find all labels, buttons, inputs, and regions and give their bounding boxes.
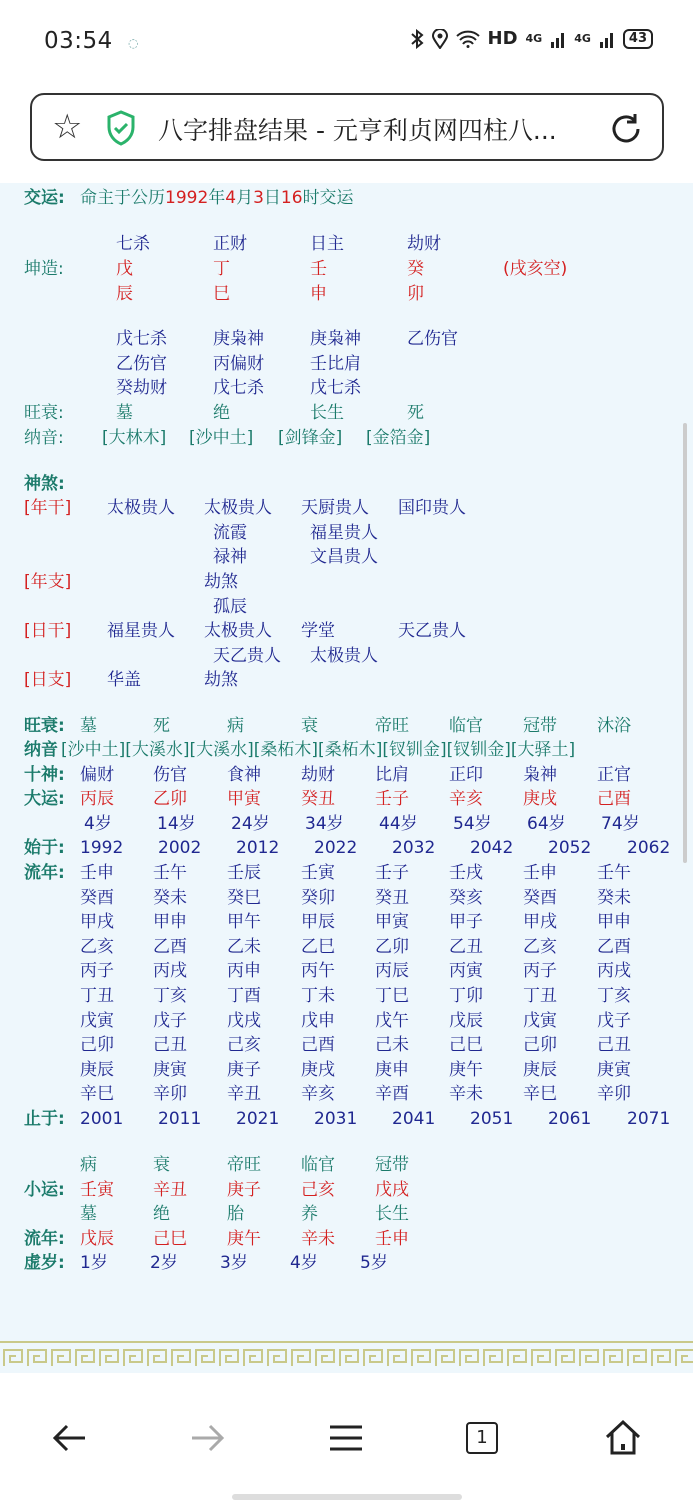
liunian-pillar: 丁酉: [227, 986, 261, 1006]
pillar-god: 日主: [310, 234, 344, 254]
dayun-ws: 沐浴: [597, 716, 631, 736]
dayun-age: 54岁: [453, 814, 492, 834]
liunian-pillar: 甲辰: [301, 912, 335, 933]
dayun-shishen: 伤官: [153, 765, 187, 785]
shensha-label: 神煞:: [24, 474, 65, 494]
dayun-start-year: 2022: [314, 838, 358, 858]
xiaoyun-ws: 长生: [375, 1204, 409, 1224]
dayun-age: 34岁: [305, 814, 344, 834]
dayun-pillar: 癸丑: [301, 789, 335, 809]
liunian-pillar: 壬午: [597, 863, 631, 883]
liunian-pillar: 壬申: [523, 863, 557, 883]
dayun-end-label: 止于:: [24, 1109, 65, 1129]
dayun-age: 74岁: [601, 814, 640, 834]
liunian-pillar: 壬寅: [301, 863, 335, 883]
dayun-end-year: 2021: [236, 1109, 280, 1129]
xusui-value: 5岁: [360, 1253, 388, 1273]
wangshuai-value: 绝: [213, 403, 230, 423]
xiaoyun-pillar: 壬寅: [80, 1180, 114, 1200]
liunian-pillar: 癸未: [597, 887, 631, 908]
dayun-start-year: 1992: [80, 838, 124, 858]
pillar-stem: 戊: [116, 259, 133, 279]
pillar-stem: 癸: [407, 259, 424, 279]
xusui-value: 3岁: [220, 1253, 248, 1273]
shensha-item: 太极贵人: [204, 621, 272, 641]
liunian-pillar: 辛亥: [301, 1084, 335, 1105]
liunian-pillar: 丙戌: [597, 961, 631, 982]
forward-icon[interactable]: [188, 1418, 228, 1458]
status-icons: [410, 28, 653, 49]
liunian-pillar: 甲申: [597, 912, 631, 933]
dayun-shishen: 食神: [227, 765, 261, 785]
wifi-icon: [456, 30, 480, 48]
liunian-pillar: 乙酉: [153, 936, 187, 957]
xiaoyun-pillar: 辛丑: [153, 1180, 187, 1200]
dayun-shishen: 正官: [597, 765, 631, 785]
liunian-pillar: 丁亥: [597, 986, 631, 1006]
liunian-pillar: 戊申: [301, 1010, 335, 1031]
page-title[interactable]: 八字排盘结果 - 元亨利贞网四柱八...: [158, 116, 557, 145]
liunian-pillar: 丁丑: [523, 986, 557, 1006]
gesture-bar[interactable]: [232, 1494, 462, 1500]
jiaoyun-text: 命主于公历1992年4月3日16时交运: [80, 188, 354, 208]
dayun-shishen-label: 十神:: [24, 765, 65, 785]
dayun-start-year: 2052: [548, 838, 592, 858]
xiaoyun-liunian-label: 流年:: [24, 1229, 65, 1249]
liunian-pillar: 壬辰: [227, 863, 261, 883]
xiaoyun-pillar: 庚子: [227, 1180, 261, 1200]
hidden-stem: 庚枭神: [213, 329, 264, 349]
bluetooth-icon: [410, 29, 424, 49]
liunian-pillar: 甲寅: [375, 912, 409, 933]
xiaoyun-liunian: 戊辰: [80, 1229, 114, 1249]
liunian-pillar: 丁未: [301, 986, 335, 1006]
liunian-pillar: 丁丑: [80, 986, 114, 1006]
decorative-border: [0, 1340, 693, 1374]
dayun-pillar: 庚戌: [523, 789, 557, 809]
liunian-pillar: 辛丑: [227, 1084, 261, 1105]
xiaoyun-ws: 衰: [153, 1155, 170, 1175]
liunian-pillar: 丙子: [80, 961, 114, 982]
liunian-pillar: 乙酉: [597, 936, 631, 957]
dayun-pillar: 壬子: [375, 789, 409, 809]
dayun-ws: 衰: [301, 716, 318, 736]
xiaoyun-ws: 临官: [301, 1155, 335, 1175]
dayun-start-label: 始于:: [24, 838, 65, 858]
pillar-branch: 巳: [213, 284, 230, 304]
xiaoyun-pillar: 己亥: [301, 1180, 335, 1200]
liunian-pillar: 辛卯: [153, 1084, 187, 1105]
liunian-pillar: 丙申: [227, 961, 261, 982]
liunian-pillar: 己酉: [301, 1035, 335, 1056]
back-icon[interactable]: [49, 1418, 89, 1458]
nayin-value: [沙中土]: [189, 428, 254, 448]
nayin-value: [大林木]: [102, 428, 167, 448]
dayun-pillar: 丙辰: [80, 789, 114, 809]
liunian-pillar: 庚戌: [301, 1059, 335, 1080]
shensha-row-label: [日干]: [24, 621, 72, 641]
pillar-god: 劫财: [407, 234, 441, 254]
shensha-item: 太极贵人: [310, 646, 378, 666]
liunian-pillar: 甲戌: [523, 912, 557, 933]
shensha-item: 华盖: [107, 670, 141, 690]
nayin-label: 纳音:: [24, 428, 64, 448]
status-time: 03:54: [44, 28, 113, 54]
dayun-ws: 墓: [80, 716, 97, 736]
dayun-end-year: 2001: [80, 1109, 124, 1129]
dayun-pillar: 己酉: [597, 789, 631, 809]
xiaoyun-ws: 墓: [80, 1204, 97, 1224]
liunian-pillar: 癸未: [153, 887, 187, 908]
bookmark-star-icon[interactable]: ☆: [52, 107, 83, 147]
liunian-pillar: 癸丑: [375, 887, 409, 908]
dayun-age: 24岁: [231, 814, 270, 834]
liunian-pillar: 乙卯: [375, 936, 409, 957]
shensha-item: 太极贵人: [107, 498, 175, 518]
liunian-pillar: 甲申: [153, 912, 187, 933]
dayun-start-year: 2002: [158, 838, 202, 858]
liunian-pillar: 己卯: [523, 1035, 557, 1056]
dayun-ws: 冠带: [523, 716, 557, 736]
liunian-pillar: 壬子: [375, 863, 409, 883]
liunian-pillar: 乙亥: [80, 936, 114, 957]
shensha-item: 福星贵人: [107, 621, 175, 641]
hidden-stem: 丙偏财: [213, 354, 264, 374]
dayun-label: 大运:: [24, 789, 65, 809]
signal-2-label: 4G: [574, 32, 591, 45]
dayun-pillar: 甲寅: [227, 789, 261, 809]
home-icon[interactable]: [603, 1418, 643, 1458]
dayun-age: 64岁: [527, 814, 566, 834]
xiaoyun-liunian: 壬申: [375, 1229, 409, 1249]
dayun-start-year: 2012: [236, 838, 280, 858]
shensha-item: 太极贵人: [204, 498, 272, 518]
location-icon: [432, 29, 448, 49]
liunian-pillar: 戊午: [375, 1010, 409, 1031]
liunian-pillar: 甲午: [227, 912, 261, 933]
liunian-pillar: 辛酉: [375, 1084, 409, 1105]
dayun-age: 14岁: [157, 814, 196, 834]
browser-nav-bar: [0, 1384, 693, 1500]
signal-1-label: 4G: [525, 32, 543, 45]
pillar-god: 七杀: [116, 234, 150, 254]
liunian-pillar: 辛巳: [523, 1084, 557, 1105]
jiaoyun-label: 交运:: [24, 188, 65, 208]
dayun-ws: 临官: [449, 716, 483, 736]
liunian-pillar: 丙辰: [375, 961, 409, 982]
liunian-pillar: 辛卯: [597, 1084, 631, 1105]
hidden-stem: 戊七杀: [116, 329, 167, 349]
dayun-ws: 帝旺: [375, 716, 409, 736]
dayun-age: 4岁: [84, 814, 112, 834]
liunian-pillar: 戊寅: [80, 1010, 114, 1031]
xiaoyun-label: 小运:: [24, 1180, 65, 1200]
dayun-end-year: 2071: [627, 1109, 671, 1129]
liunian-pillar: 庚辰: [80, 1059, 114, 1080]
xiaoyun-ws: 冠带: [375, 1155, 409, 1175]
status-notification-icon: ◌: [128, 36, 139, 50]
xusui-value: 4岁: [290, 1253, 318, 1273]
shensha-item: 劫煞: [204, 670, 238, 690]
liunian-pillar: 戊戌: [227, 1010, 261, 1031]
shensha-item: 文昌贵人: [310, 547, 378, 567]
xiaoyun-liunian: 己巳: [153, 1229, 187, 1249]
liunian-pillar: 庚午: [449, 1059, 483, 1080]
page-content: [0, 183, 693, 1373]
hidden-stem: 癸劫财: [116, 378, 167, 398]
dayun-shishen: 偏财: [80, 765, 114, 785]
liunian-pillar: 戊寅: [523, 1010, 557, 1031]
liunian-pillar: 庚寅: [597, 1059, 631, 1080]
shensha-item: 流霞: [213, 523, 247, 543]
liunian-pillar: 己巳: [449, 1035, 483, 1056]
liunian-pillar: 己未: [375, 1035, 409, 1056]
pillar-stem: 丁: [213, 259, 230, 279]
scrollbar[interactable]: [683, 423, 687, 863]
shensha-item: 国印贵人: [398, 498, 466, 518]
liunian-pillar: 己丑: [597, 1035, 631, 1056]
shensha-row-label: [年支]: [24, 572, 72, 592]
xusui-value: 1岁: [80, 1253, 108, 1273]
liunian-pillar: 乙巳: [301, 936, 335, 957]
hidden-stem: 乙伤官: [407, 329, 458, 349]
liunian-pillar: 壬午: [153, 863, 187, 883]
dayun-ws: 病: [227, 716, 244, 736]
liunian-pillar: 甲子: [449, 912, 483, 933]
liunian-label: 流年:: [24, 863, 65, 883]
xiaoyun-liunian: 庚午: [227, 1229, 261, 1249]
liunian-pillar: 戊子: [597, 1010, 631, 1031]
pillar-stem: 壬: [310, 259, 327, 279]
wangshuai-value: 墓: [116, 403, 133, 423]
shensha-item: 学堂: [301, 621, 335, 641]
security-shield-icon[interactable]: [106, 110, 136, 146]
dayun-pillar: 辛亥: [449, 789, 483, 809]
dayun-ws: 死: [153, 716, 170, 736]
xiaoyun-ws: 帝旺: [227, 1155, 261, 1175]
liunian-pillar: 己丑: [153, 1035, 187, 1056]
nayin-value: [金箔金]: [366, 428, 431, 448]
xiaoyun-ws: 病: [80, 1155, 97, 1175]
liunian-pillar: 癸巳: [227, 887, 261, 908]
dayun-nayin: [沙中土][大溪水][大溪水][桑柘木][桑柘木][钗钏金][钗钏金][大驿土]: [61, 740, 576, 760]
hidden-stem: 乙伤官: [116, 354, 167, 374]
shensha-item: 禄神: [213, 547, 247, 567]
dayun-start-year: 2032: [392, 838, 436, 858]
shensha-row-label: [年干]: [24, 498, 72, 518]
liunian-pillar: 己亥: [227, 1035, 261, 1056]
liunian-pillar: 庚寅: [153, 1059, 187, 1080]
xiaoyun-ws: 养: [301, 1204, 318, 1224]
liunian-pillar: 乙丑: [449, 936, 483, 957]
xiaoyun-ws: 绝: [153, 1204, 170, 1224]
hidden-stem: 庚枭神: [310, 329, 361, 349]
dayun-ws-label: 旺衰:: [24, 716, 65, 736]
dayun-end-year: 2011: [158, 1109, 202, 1129]
liunian-pillar: 丙子: [523, 961, 557, 982]
xiaoyun-pillar: 戊戌: [375, 1180, 409, 1200]
liunian-pillar: 癸亥: [449, 887, 483, 908]
wangshuai-value: 死: [407, 403, 424, 423]
wangshuai-value: 长生: [310, 403, 344, 423]
liunian-pillar: 庚子: [227, 1059, 261, 1080]
xiaoyun-liunian: 辛未: [301, 1229, 335, 1249]
shensha-item: 孤辰: [213, 597, 247, 617]
liunian-pillar: 庚申: [375, 1059, 409, 1080]
network-label: HD: [487, 28, 518, 49]
liunian-pillar: 戊子: [153, 1010, 187, 1031]
liunian-pillar: 丁卯: [449, 986, 483, 1006]
liunian-pillar: 癸卯: [301, 887, 335, 908]
liunian-pillar: 癸酉: [523, 887, 557, 908]
xusui-value: 2岁: [150, 1253, 178, 1273]
liunian-pillar: 辛未: [449, 1084, 483, 1105]
dayun-shishen: 枭神: [523, 765, 557, 785]
shensha-row-label: [日支]: [24, 670, 72, 690]
reload-icon[interactable]: [608, 111, 644, 147]
signal-1-icon: [550, 30, 566, 48]
shensha-item: 福星贵人: [310, 523, 378, 543]
dayun-end-year: 2031: [314, 1109, 358, 1129]
liunian-pillar: 丁巳: [375, 986, 409, 1006]
liunian-pillar: 乙未: [227, 936, 261, 957]
liunian-pillar: 丙戌: [153, 961, 187, 982]
dayun-pillar: 乙卯: [153, 789, 187, 809]
dayun-end-year: 2041: [392, 1109, 436, 1129]
pillar-branch: 申: [310, 284, 327, 304]
shensha-item: 天乙贵人: [398, 621, 466, 641]
liunian-pillar: 辛巳: [80, 1084, 114, 1105]
pillar-branch: 卯: [407, 284, 424, 304]
liunian-pillar: 己卯: [80, 1035, 114, 1056]
liunian-pillar: 庚辰: [523, 1059, 557, 1080]
liunian-pillar: 乙亥: [523, 936, 557, 957]
address-bar[interactable]: [30, 93, 664, 161]
nayin-value: [剑锋金]: [278, 428, 343, 448]
dayun-age: 44岁: [379, 814, 418, 834]
signal-2-icon: [599, 30, 615, 48]
shensha-item: 天乙贵人: [213, 646, 281, 666]
liunian-pillar: 甲戌: [80, 912, 114, 933]
battery-icon: 43: [623, 29, 653, 49]
menu-icon[interactable]: [326, 1418, 366, 1458]
wangshuai-label: 旺衰:: [24, 403, 64, 423]
dayun-end-year: 2051: [470, 1109, 514, 1129]
hidden-stem: 壬比肩: [310, 354, 361, 374]
shensha-item: 天厨贵人: [301, 498, 369, 518]
dayun-start-year: 2042: [470, 838, 514, 858]
liunian-pillar: 丙午: [301, 961, 335, 982]
dayun-end-year: 2061: [548, 1109, 592, 1129]
hidden-stem: 戊七杀: [310, 378, 361, 398]
dayun-shishen: 劫财: [301, 765, 335, 785]
kong-wang: (戌亥空): [503, 259, 568, 279]
hidden-stem: 戊七杀: [213, 378, 264, 398]
dayun-shishen: 正印: [449, 765, 483, 785]
xusui-label: 虚岁:: [24, 1253, 65, 1273]
liunian-pillar: 壬戌: [449, 863, 483, 883]
kunzao-label: 坤造:: [24, 259, 64, 279]
status-bar: [0, 0, 693, 84]
dayun-start-year: 2062: [627, 838, 671, 858]
dayun-shishen: 比肩: [375, 765, 409, 785]
pillar-branch: 辰: [116, 284, 133, 304]
liunian-pillar: 丁亥: [153, 986, 187, 1006]
dayun-nayin-label: 纳音: [24, 740, 58, 760]
liunian-pillar: 壬申: [80, 863, 114, 883]
liunian-pillar: 癸酉: [80, 887, 114, 908]
pillar-god: 正财: [213, 234, 247, 254]
tabs-count-icon[interactable]: 1: [466, 1422, 498, 1454]
liunian-pillar: 戊辰: [449, 1010, 483, 1031]
shensha-item: 劫煞: [204, 572, 238, 592]
liunian-pillar: 丙寅: [449, 961, 483, 982]
xiaoyun-ws: 胎: [227, 1204, 244, 1224]
